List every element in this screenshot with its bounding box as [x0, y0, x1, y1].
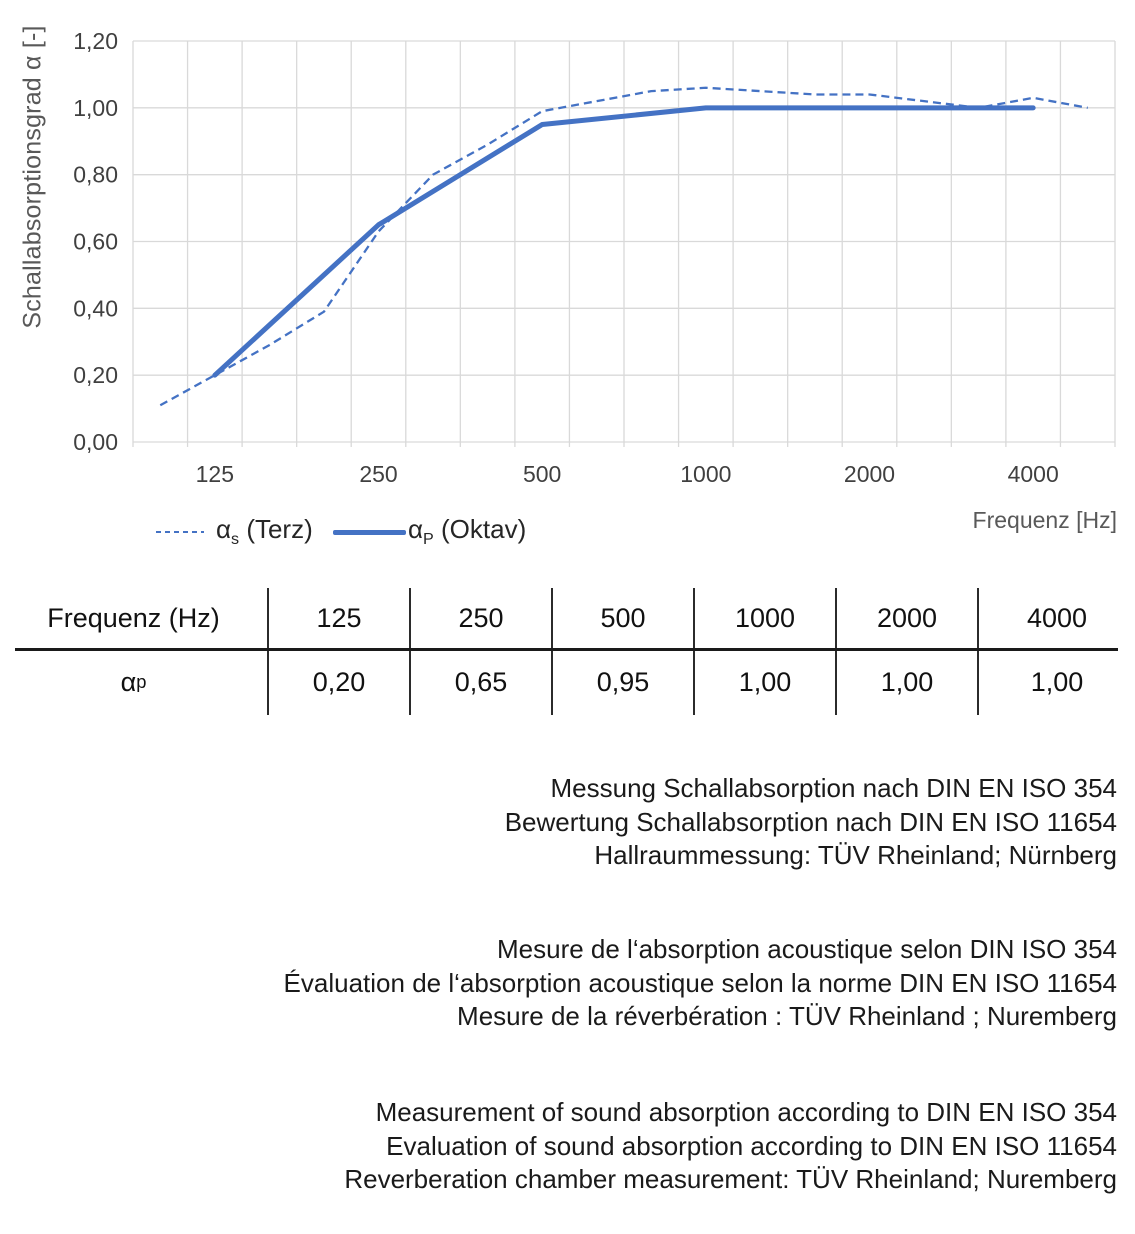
table-header-col: 2000 — [837, 588, 979, 649]
y-tick-label: 0,20 — [73, 362, 118, 389]
y-tick-label: 0,40 — [73, 295, 118, 322]
table-value: 0,20 — [269, 649, 411, 715]
y-tick-label: 0,00 — [73, 429, 118, 455]
table-value: 0,95 — [553, 649, 695, 715]
note-block-english — [344, 1096, 1117, 1197]
note-line: Mesure de la réverbération : TÜV Rheinland ; Nuremberg — [457, 1001, 1117, 1031]
y-axis-title: Schallabsorptionsgrad α [-] — [18, 25, 47, 329]
table-header-col: 250 — [411, 588, 553, 649]
x-tick-label: 250 — [359, 461, 398, 487]
note-line: Evaluation of sound absorption according to DIN EN ISO 11654 — [386, 1130, 1117, 1161]
table-header-col: 4000 — [1026, 603, 1088, 633]
table-row-label-alpha-p: α p — [0, 649, 269, 715]
x-axis-title: Frequenz [Hz] — [972, 507, 1117, 533]
note-line: Évaluation de l‘absorption acoustique selon la norme DIN EN ISO 11654 — [283, 967, 1117, 998]
table-header-col: 1000 — [695, 588, 837, 649]
x-tick-label: 4000 — [1007, 461, 1059, 487]
note-line: Hallraummessung: TÜV Rheinland; Nürnberg — [594, 840, 1117, 870]
note-line: Messung Schallabsorption nach DIN EN ISO 354 — [550, 773, 1117, 803]
note-line: Bewertung Schallabsorption nach DIN EN ISO 11654 — [504, 806, 1117, 837]
y-tick-label: 0,80 — [73, 161, 118, 188]
legend-label-oktav: $\alpha_P$ (Oktav) — [408, 514, 527, 549]
solid-line-sample — [333, 530, 406, 535]
table-value: 1,00 — [837, 649, 979, 715]
legend-item-alpha-s-terz — [156, 516, 313, 548]
table-header-col: 125 — [269, 588, 411, 649]
y-tick-label: 1,00 — [73, 94, 118, 121]
table-value: 1,00 — [1030, 666, 1084, 697]
table-value: 0,65 — [411, 649, 553, 715]
dashed-line-sample — [156, 531, 204, 533]
plot-area — [0, 0, 1135, 560]
x-tick-label: 1000 — [680, 461, 732, 487]
legend-label-terz: $\alpha_s$ (Terz) — [216, 514, 313, 549]
legend-item-alpha-p-oktav — [333, 516, 526, 548]
note-block-french — [284, 933, 1117, 1034]
note-line: Mesure de l‘absorption acoustique selon DIN ISO 354 — [496, 934, 1117, 964]
x-tick-label: 125 — [195, 461, 235, 487]
table-divider-line — [15, 648, 1118, 651]
note-line: Reverberation chamber measurement: TÜV Rheinland; Nuremberg — [344, 1164, 1117, 1194]
absorption-chart — [0, 0, 1135, 560]
y-tick-label: 0,60 — [73, 228, 118, 255]
x-tick-label: 500 — [522, 461, 562, 487]
table-value: 1,00 — [695, 649, 837, 715]
alpha-p-table — [0, 588, 1135, 715]
note-line: Measurement of sound absorption according to DIN EN ISO 354 — [375, 1097, 1117, 1127]
note-block-german — [505, 772, 1117, 873]
table-header-frequency: Frequenz (Hz) — [0, 588, 269, 649]
x-tick-label: 2000 — [843, 461, 896, 487]
y-tick-label: 1,20 — [73, 28, 118, 54]
table-header-col: 500 — [553, 588, 695, 649]
